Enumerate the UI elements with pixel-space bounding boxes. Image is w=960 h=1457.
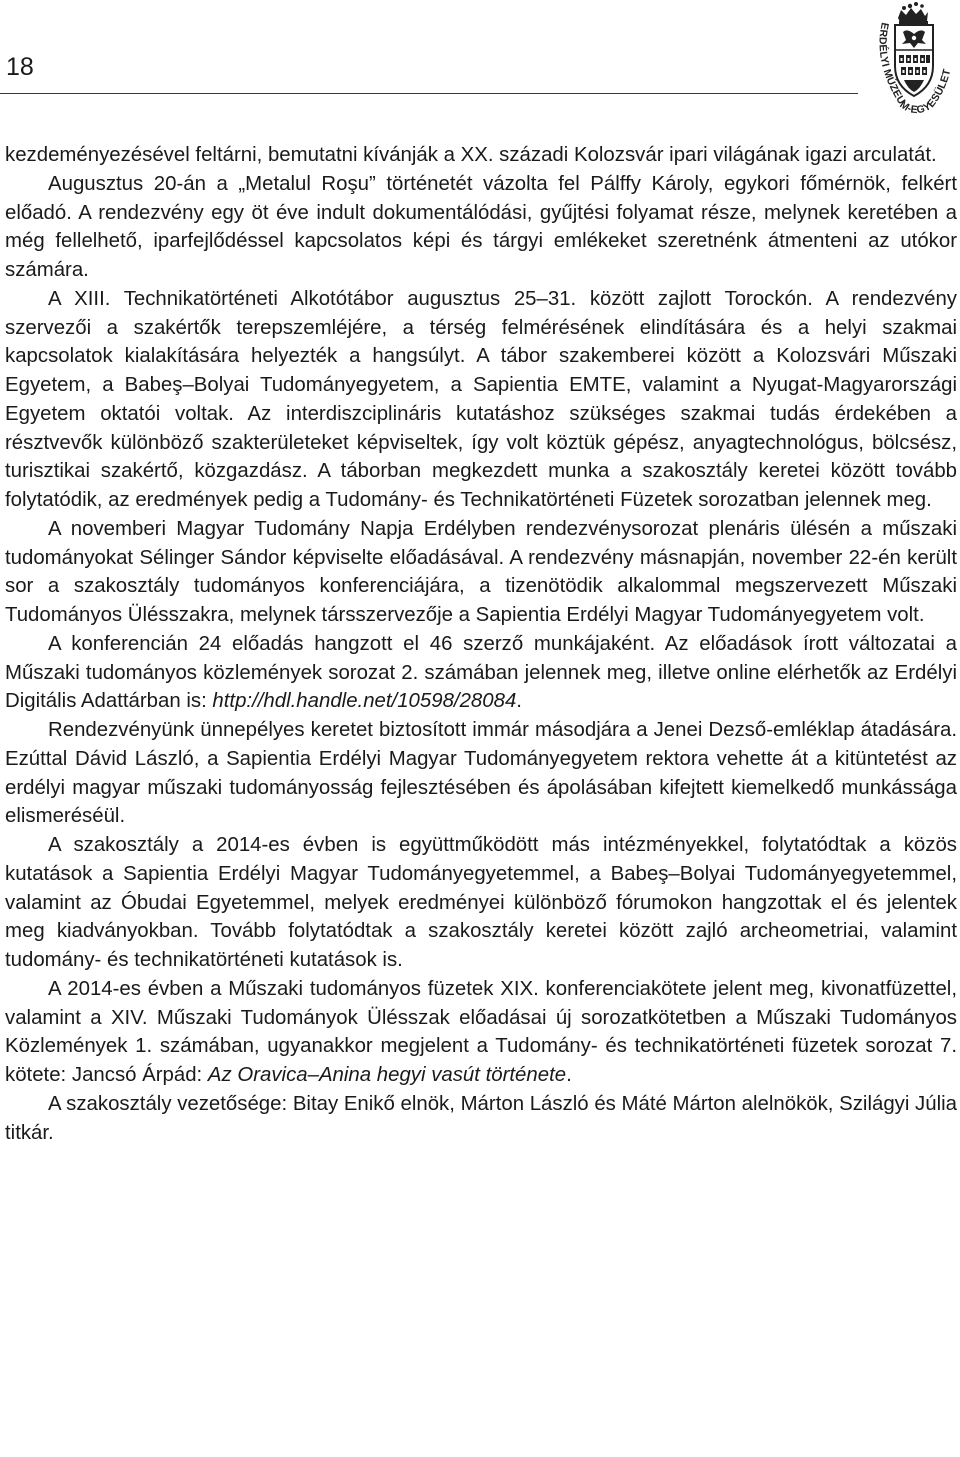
paragraph-text: A 2014-es évben a Műszaki tudományos füzetek XIX. konferenciakötete jelent meg, kivonatfüzettel, valamint a XIV. Műszaki Tudományok Ülésszak előadásai új sorozatkötetben a Műszaki Tudományos Közlemények 1. számában, ugyanakkor megjelent a Tudomány- és technikatörténeti füzetek sorozat 7. kötete: Jancsó Árpád:: [5, 977, 957, 1086]
header-rule: [0, 93, 858, 94]
society-logo-icon: [870, 0, 960, 118]
paragraph-text: A konferencián 24 előadás hangzott el 46 szerző munkájaként. Az előadások írott változatai a Műszaki tudományos közlemények sorozat 2. számában jelennek meg, illetve online elérhetők az Erdélyi Digitális Adattárban is:: [5, 632, 957, 713]
paragraph: [5, 975, 957, 1090]
paragraph: A szakosztály vezetősége: Bitay Enikő elnök, Márton László és Máté Márton alelnökök, Szilágyi Júlia titkár.: [5, 1092, 957, 1144]
paragraph: Rendezvényünk ünnepélyes keretet biztosított immár másodjára a Jenei Dezső-emléklap átadására. Ezúttal Dávid László, a Sapientia Erdélyi Magyar Tudományegyetem rektora vehette át a kitüntetést az erdélyi magyar műszaki tudományosság fejlesztésében és ápolásában kifejtett kiemelkedő munkássága elismeréséül.: [5, 719, 957, 828]
paragraph-tail: .: [516, 690, 522, 713]
paragraph: A novemberi Magyar Tudomány Napja Erdélyben rendezvénysorozat plenáris ülésén a műszaki tudományokat Sélinger Sándor képviselte előadásával. A rendezvény másnapján, november 22-én került sor a szakosztály tudományos konferenciájára, a tizenötödik alkalommal megszervezett Műszaki Tudományos Ülésszakra, melynek társszervezője a Sapientia Erdélyi Magyar Tudományegyetem volt.: [5, 517, 957, 626]
paragraph: Augusztus 20-án a „Metalul Roşu” történetét vázolta fel Pálffy Károly, egykori főmérnök, felkért előadó. A rendezvény egy öt éve indult dokumentálódási, gyűjtési folyamat része, melynek keretében a még fellelhető, iparfejlődéssel kapcsolatos képi és tárgyi emlékeket szeretnénk átmenteni az utókor számára.: [5, 172, 957, 281]
paragraph: A szakosztály a 2014-es évben is együttműködött más intézményekkel, folytatódtak a közös kutatások a Sapientia Erdélyi Magyar Tudományegyetemmel, a Babeş–Bolyai Tudományegyetemmel, valamint az Óbudai Egyetemmel, melyek eredményei különböző fórumokon hangzottak el és jelentek meg kiadványokban. Tovább folytatódtak a szakosztály keretei között zajló archeometriai, valamint tudomány- és technikatörténeti kutatások is.: [5, 834, 957, 971]
body-text: [5, 141, 957, 1147]
page-number: 18: [6, 53, 34, 81]
paragraph: [5, 630, 957, 716]
paragraph-tail: .: [566, 1064, 572, 1086]
paragraph: A XIII. Technikatörténeti Alkotótábor augusztus 25–31. között zajlott Torockón. A rendezvény szervezői a szakértők terepszemléjére, a térség felmérésének elindítására és a helyi szakmai kapcsolatok kialakítására helyezték a hangsúlyt. A tábor szakemberei között a Kolozsvári Műszaki Egyetem, a Babeş–Bolyai Tudományegyetem, a Sapientia EMTE, valamint a Nyugat-Magyarországi Egyetem oktatói voltak. Az interdiszciplináris kutatáshoz szükséges szakmai tudás érdekében a résztvevők különböző szakterületeket képviseltek, így volt köztük gépész, anyagtechnológus, bölcsész, turisztikai szakértő, közgazdász. A táborban megkezdett munka a szakosztály keretei között tovább folytatódik, az eredmények pedig a Tudomány- és Technikatörténeti Füzetek sorozatban jelennek meg.: [5, 287, 957, 511]
book-title: Az Oravica–Anina hegyi vasút története: [207, 1064, 567, 1086]
paragraph: kezdeményezésével feltárni, bemutatni kívánják a XX. századi Kolozsvár ipari világának igazi arculatát.: [5, 144, 937, 166]
handle-link[interactable]: http://hdl.handle.net/10598/28084: [212, 690, 517, 713]
svg-text:ERDÉLYI MÚZEUM-EGYESÜLET: ERDÉLYI MÚZEUM-EGYESÜLET: [876, 21, 954, 117]
